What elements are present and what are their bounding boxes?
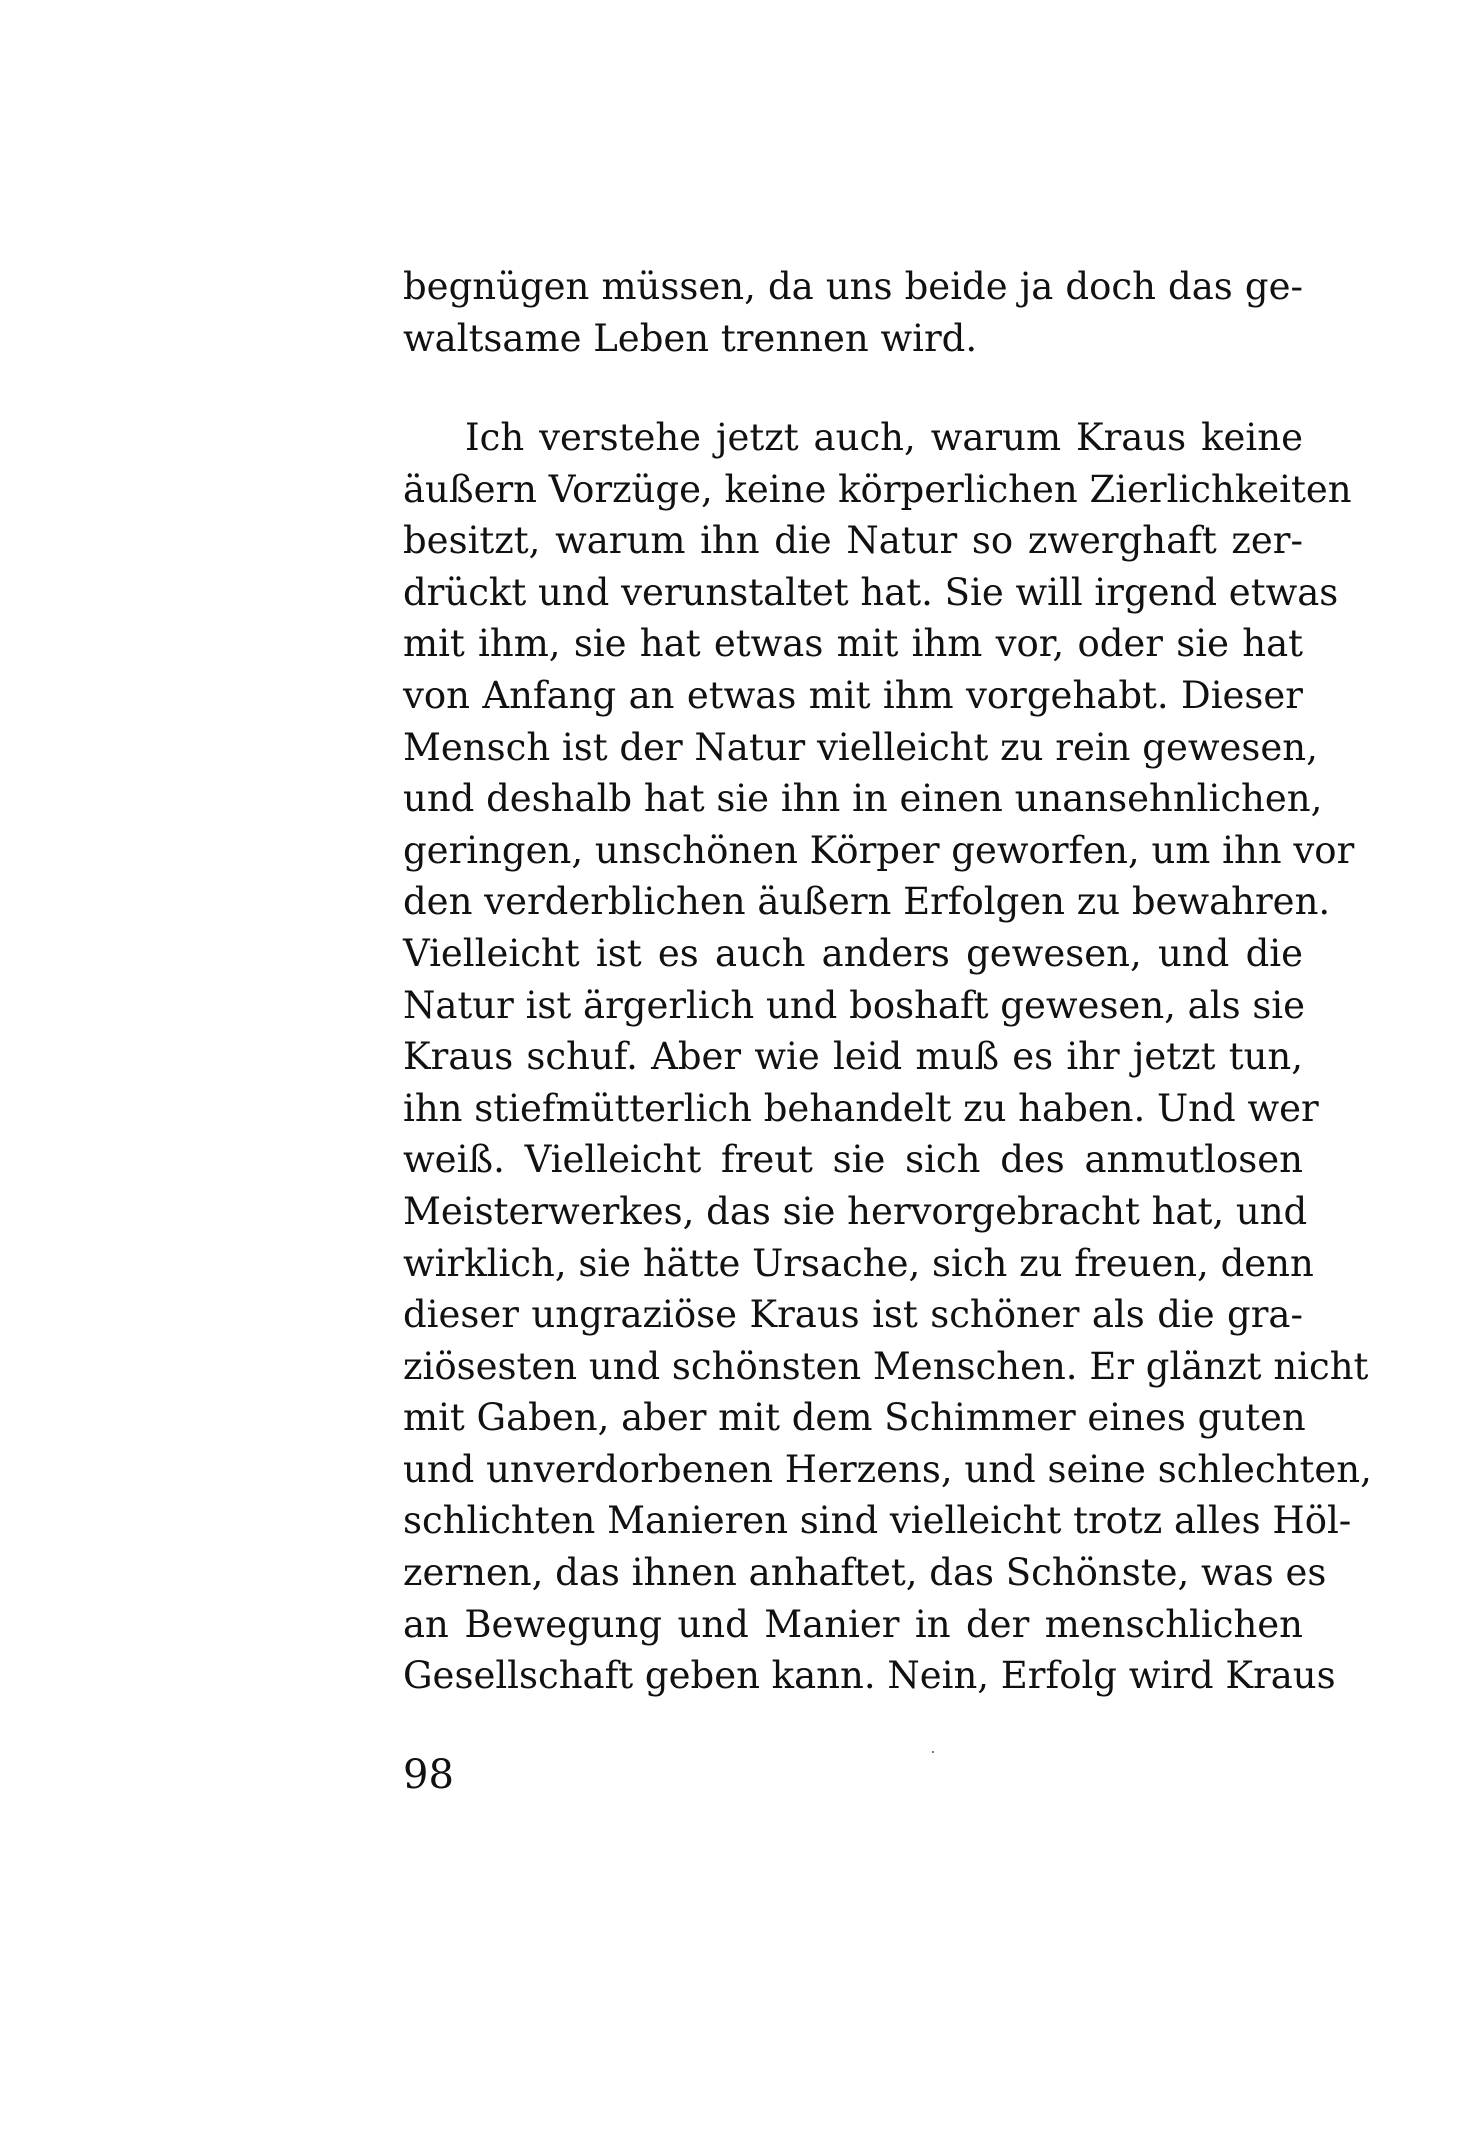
- paragraph-2: [403, 412, 1372, 1702]
- text-line: dieser ungraziöse Kraus ist schöner als die gra-: [403, 1293, 1303, 1337]
- text-line: Natur ist ärgerlich und boshaft gewesen, als sie: [403, 983, 1306, 1027]
- text-line: Meisterwerkes, das sie hervorgebracht hat, und: [403, 1189, 1308, 1233]
- text-line: begnügen müssen, da uns beide ja doch das ge-: [403, 265, 1303, 308]
- text-line: Mensch ist der Natur vielleicht zu rein gewesen,: [403, 725, 1318, 769]
- text-line: wirklich, sie hätte Ursache, sich zu freuen, denn: [403, 1241, 1314, 1285]
- paragraph-1: [403, 261, 1303, 364]
- text-line: weiß. Vielleicht freut sie sich des anmutlosen: [403, 1138, 1303, 1182]
- text-line: Gesellschaft geben kann. Nein, Erfolg wird Kraus: [403, 1654, 1336, 1698]
- text-line: mit ihm, sie hat etwas mit ihm vor, oder sie hat: [403, 622, 1303, 666]
- print-speck: [932, 1751, 934, 1753]
- text-line: mit Gaben, aber mit dem Schimmer eines guten: [403, 1396, 1306, 1440]
- text-line: Kraus schuf. Aber wie leid muß es ihr jetzt tun,: [403, 1035, 1303, 1079]
- text-line: waltsame Leben trennen wird.: [403, 316, 978, 360]
- text-line: ziösesten und schönsten Menschen. Er glänzt nicht: [403, 1344, 1369, 1388]
- page-number: 98: [403, 1752, 454, 1798]
- text-line: besitzt, warum ihn die Natur so zwerghaft zer-: [403, 519, 1303, 563]
- text-line: den verderblichen äußern Erfolgen zu bewahren.: [403, 880, 1331, 924]
- text-line: und unverdorbenen Herzens, und seine schlechten,: [403, 1447, 1372, 1491]
- text-line: zernen, das ihnen anhaftet, das Schönste, was es: [403, 1551, 1327, 1595]
- text-line: von Anfang an etwas mit ihm vorgehabt. Dieser: [403, 673, 1303, 717]
- text-line: äußern Vorzüge, keine körperlichen Zierlichkeiten: [403, 467, 1352, 511]
- text-line: ihn stiefmütterlich behandelt zu haben. Und wer: [403, 1086, 1319, 1130]
- text-line: Vielleicht ist es auch anders gewesen, und die: [403, 931, 1303, 975]
- text-line: und deshalb hat sie ihn in einen unansehnlichen,: [403, 777, 1323, 821]
- text-line: drückt und verunstaltet hat. Sie will irgend etwas: [403, 570, 1339, 614]
- text-line: geringen, unschönen Körper geworfen, um ihn vor: [403, 828, 1355, 872]
- text-line: schlichten Manieren sind vielleicht trotz alles Höl-: [403, 1499, 1352, 1543]
- text-line: an Bewegung und Manier in der menschlichen: [403, 1602, 1303, 1646]
- text-line: Ich verstehe jetzt auch, warum Kraus keine: [465, 416, 1303, 459]
